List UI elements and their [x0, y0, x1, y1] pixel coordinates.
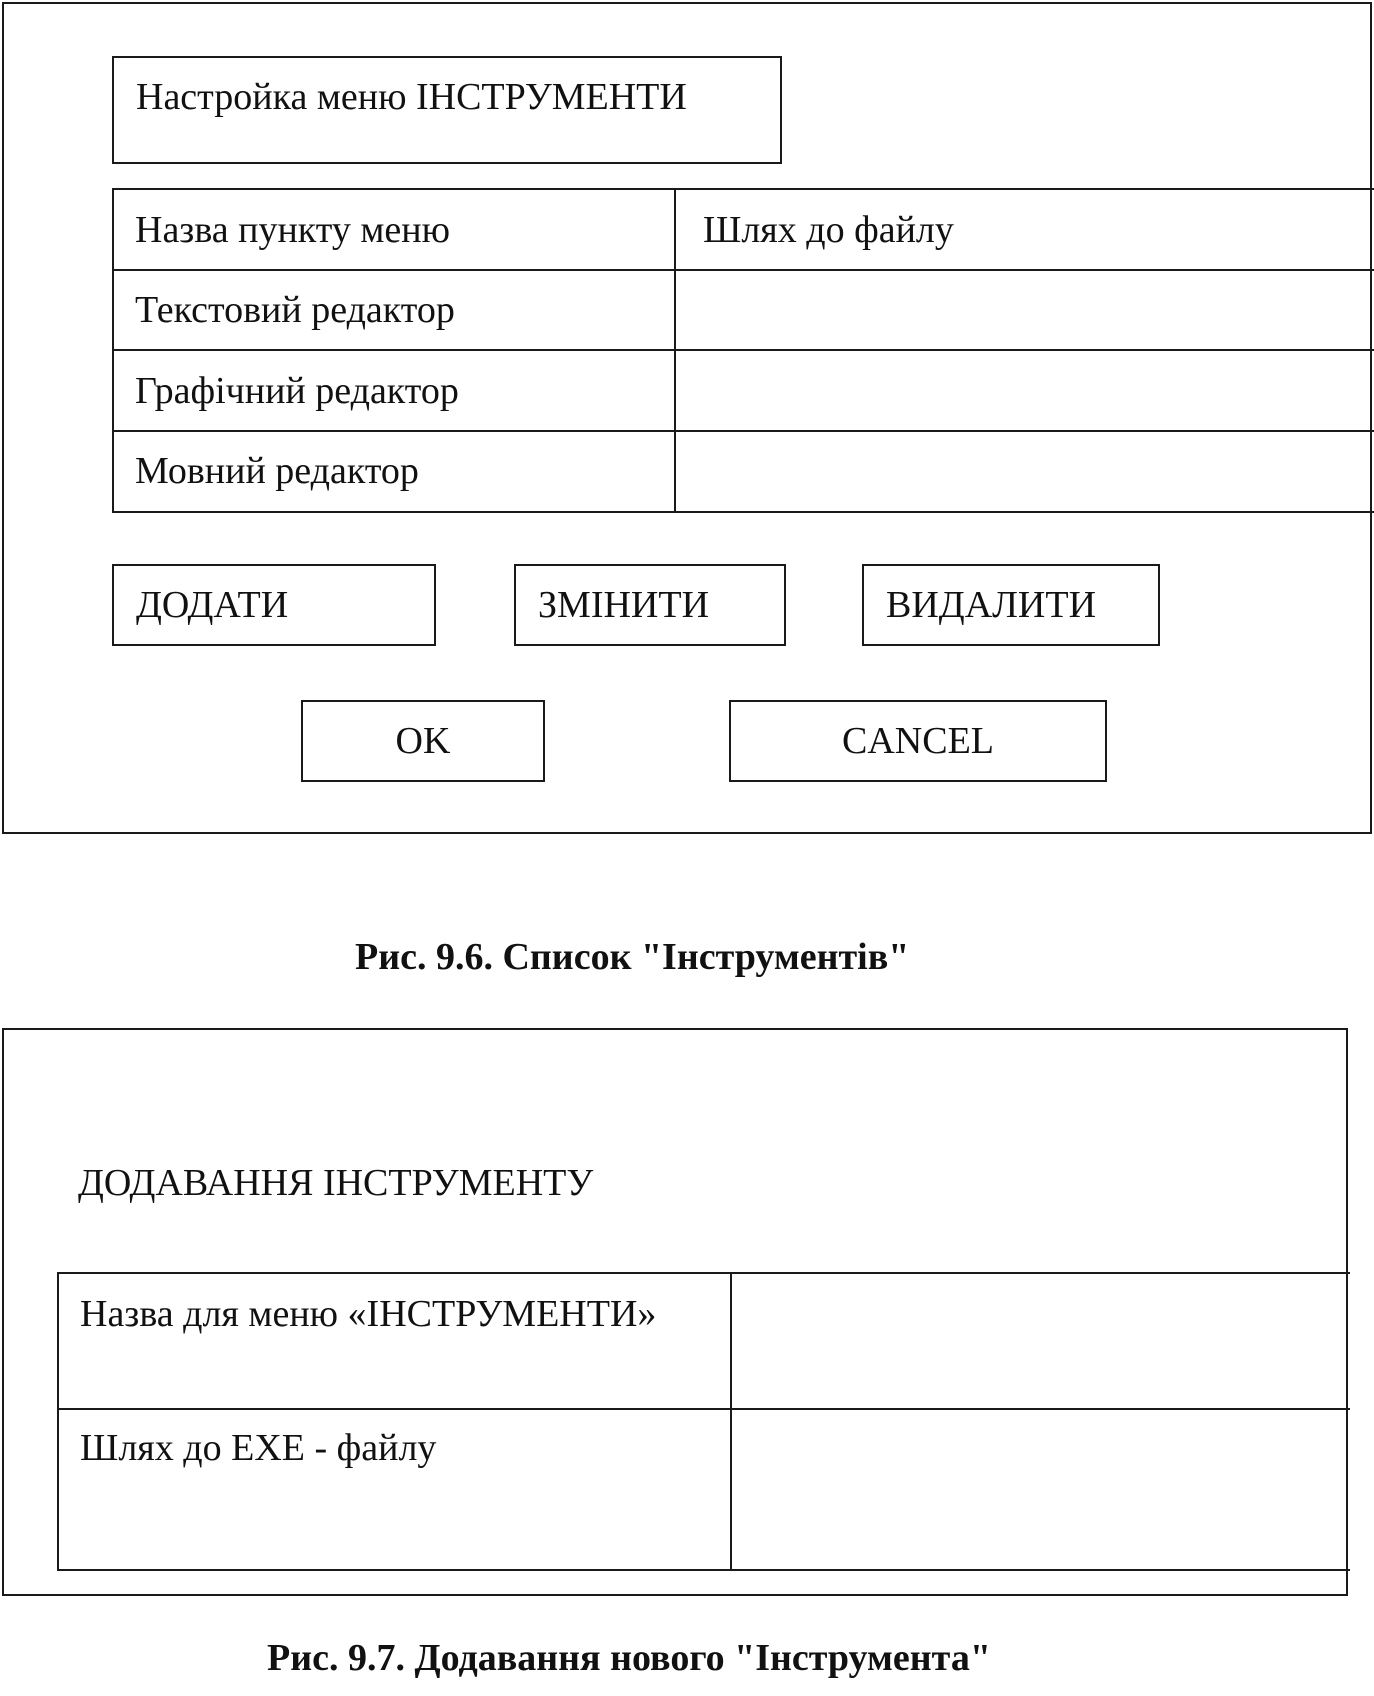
table-row-name[interactable]: Графічний редактор — [135, 370, 459, 412]
figure-caption: Рис. 9.6. Список "Інструментів" — [355, 936, 910, 978]
add-tool-dialog — [2, 1028, 1348, 1596]
ok-button[interactable]: OK — [301, 700, 545, 782]
tools-list-dialog — [2, 2, 1372, 834]
table-bottom-border — [112, 511, 1374, 513]
dialog-title: Настройка меню ІНСТРУМЕНТИ — [136, 76, 687, 118]
column-header-file-path: Шлях до файлу — [703, 209, 954, 251]
table-row-divider — [112, 430, 1374, 432]
table-row-divider — [112, 269, 1374, 271]
table-column-divider — [674, 188, 676, 513]
table-row-name[interactable]: Текстовий редактор — [135, 289, 455, 331]
add-button[interactable]: ДОДАТИ — [112, 564, 436, 646]
table-left-border — [112, 188, 114, 513]
form-bottom-border — [57, 1569, 1350, 1571]
form-top-border — [57, 1272, 1350, 1274]
form-row-divider — [57, 1408, 1350, 1410]
dialog-title: ДОДАВАННЯ ІНСТРУМЕНТУ — [78, 1162, 594, 1204]
menu-name-label: Назва для меню «ІНСТРУМЕНТИ» — [80, 1293, 657, 1335]
exe-path-label: Шлях до EXE - файлу — [80, 1427, 437, 1469]
table-top-border — [112, 188, 1374, 190]
dialog-title-box — [112, 56, 782, 164]
form-left-border — [57, 1272, 59, 1571]
column-header-menu-item: Назва пункту меню — [135, 209, 451, 251]
cancel-button[interactable]: CANCEL — [729, 700, 1107, 782]
add-tool-form — [57, 1272, 1350, 1572]
form-column-divider — [730, 1272, 732, 1571]
tools-table — [112, 188, 1374, 514]
edit-button[interactable]: ЗМІНИТИ — [514, 564, 786, 646]
table-row-divider — [112, 349, 1374, 351]
figure-caption: Рис. 9.7. Додавання нового "Інструмента" — [267, 1637, 991, 1679]
table-row-name[interactable]: Мовний редактор — [135, 450, 419, 492]
delete-button[interactable]: ВИДАЛИТИ — [862, 564, 1160, 646]
